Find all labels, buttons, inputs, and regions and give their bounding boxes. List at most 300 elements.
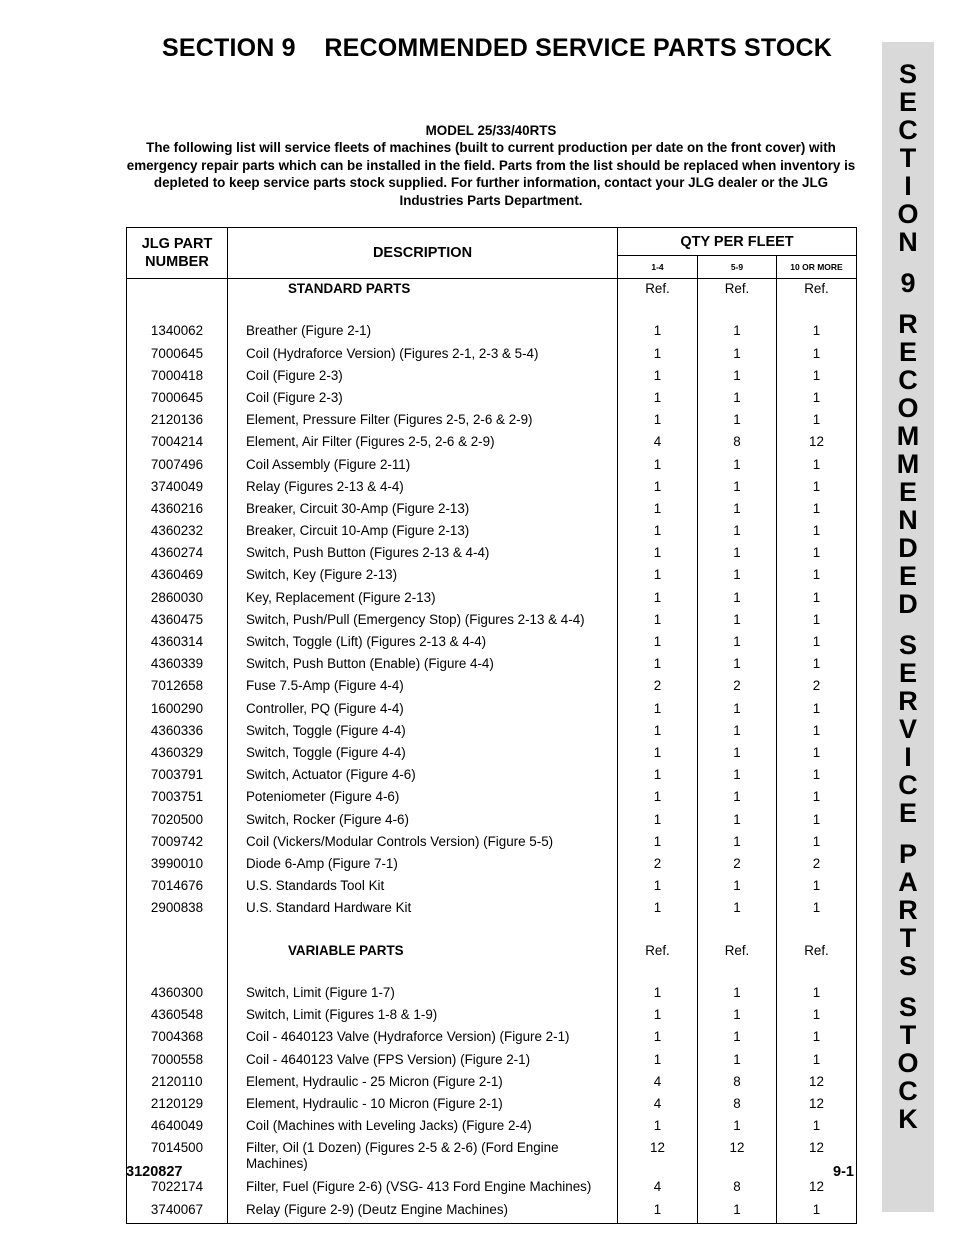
table-row bbox=[127, 588, 857, 610]
spacer-cell bbox=[777, 920, 857, 940]
side-tab-letter: D bbox=[898, 589, 918, 619]
table-row bbox=[127, 410, 857, 432]
part-number-cell: 7004368 bbox=[127, 1027, 228, 1049]
description-cell: Coil (Vickers/Modular Controls Version) (Figure 5-5) bbox=[228, 832, 618, 854]
qty-5-9-cell: 1 bbox=[698, 1116, 777, 1138]
qty-5-9-cell: 1 bbox=[698, 699, 777, 721]
table-row bbox=[127, 743, 857, 765]
part-number-cell: 7000645 bbox=[127, 388, 228, 410]
qty-1-4-cell: 1 bbox=[618, 654, 698, 676]
side-tab-letter: T bbox=[899, 143, 917, 173]
table-row bbox=[127, 676, 857, 698]
spacer-cell bbox=[777, 301, 857, 321]
ref-cell: Ref. bbox=[618, 941, 698, 963]
qty-10-more-cell: 1 bbox=[777, 588, 857, 610]
section-heading-row bbox=[127, 279, 857, 302]
qty-5-9-cell: 1 bbox=[698, 543, 777, 565]
qty-10-more-cell: 2 bbox=[777, 854, 857, 876]
spacer-cell bbox=[777, 963, 857, 983]
side-tab-letter: I bbox=[904, 742, 912, 772]
ref-cell: Ref. bbox=[777, 941, 857, 963]
description-cell: Coil - 4640123 Valve (Hydraforce Version) (Figure 2-1) bbox=[228, 1027, 618, 1049]
ref-cell: Ref. bbox=[698, 941, 777, 963]
intro-block bbox=[126, 122, 856, 209]
header-part-number: JLG PART NUMBER bbox=[127, 228, 228, 279]
qty-1-4-cell: 4 bbox=[618, 1072, 698, 1094]
description-cell: U.S. Standard Hardware Kit bbox=[228, 898, 618, 920]
table-row bbox=[127, 654, 857, 676]
description-cell: Filter, Oil (1 Dozen) (Figures 2-5 & 2-6) (Ford Engine Machines) bbox=[228, 1138, 618, 1177]
qty-1-4-cell: 1 bbox=[618, 344, 698, 366]
spacer-row bbox=[127, 301, 857, 321]
qty-10-more-cell: 1 bbox=[777, 543, 857, 565]
description-cell: Element, Hydraulic - 25 Micron (Figure 2-1) bbox=[228, 1072, 618, 1094]
side-tab-letter: S bbox=[898, 630, 917, 660]
table-row bbox=[127, 388, 857, 410]
side-tab-letter: C bbox=[898, 1076, 918, 1106]
description-cell: Coil (Figure 2-3) bbox=[228, 388, 618, 410]
qty-1-4-cell: 1 bbox=[618, 832, 698, 854]
description-cell: Relay (Figure 2-9) (Deutz Engine Machines) bbox=[228, 1200, 618, 1224]
side-tab-letter: N bbox=[898, 505, 918, 535]
qty-10-more-cell: 1 bbox=[777, 1050, 857, 1072]
qty-10-more-cell: 1 bbox=[777, 787, 857, 809]
qty-10-more-cell: 1 bbox=[777, 1027, 857, 1049]
description-cell: Key, Replacement (Figure 2-13) bbox=[228, 588, 618, 610]
qty-1-4-cell: 1 bbox=[618, 632, 698, 654]
qty-1-4-cell: 4 bbox=[618, 1177, 698, 1199]
side-tab-letter: T bbox=[899, 1020, 917, 1050]
part-number-cell: 2860030 bbox=[127, 588, 228, 610]
description-cell: Breather (Figure 2-1) bbox=[228, 321, 618, 343]
qty-5-9-cell: 8 bbox=[698, 1177, 777, 1199]
qty-5-9-cell: 1 bbox=[698, 810, 777, 832]
part-number-cell: 4360314 bbox=[127, 632, 228, 654]
table-row bbox=[127, 1116, 857, 1138]
side-tab-letter: K bbox=[898, 1104, 918, 1134]
qty-5-9-cell: 1 bbox=[698, 344, 777, 366]
side-tab-letter: C bbox=[898, 770, 918, 800]
description-cell: Element, Air Filter (Figures 2-5, 2-6 & 2-9) bbox=[228, 432, 618, 454]
section-heading: VARIABLE PARTS bbox=[228, 941, 618, 963]
part-number-cell: 7000558 bbox=[127, 1050, 228, 1072]
part-number-cell: 7020500 bbox=[127, 810, 228, 832]
part-number-cell: 4360339 bbox=[127, 654, 228, 676]
table-row bbox=[127, 699, 857, 721]
qty-10-more-cell: 1 bbox=[777, 743, 857, 765]
table-row bbox=[127, 1005, 857, 1027]
qty-5-9-cell: 1 bbox=[698, 588, 777, 610]
part-number-cell: 4640049 bbox=[127, 1116, 228, 1138]
qty-5-9-cell: 1 bbox=[698, 898, 777, 920]
description-cell: Coil - 4640123 Valve (FPS Version) (Figure 2-1) bbox=[228, 1050, 618, 1072]
part-number-cell: 7004214 bbox=[127, 432, 228, 454]
qty-10-more-cell: 1 bbox=[777, 388, 857, 410]
table-row bbox=[127, 455, 857, 477]
side-tab-letter: O bbox=[897, 393, 919, 423]
table-row bbox=[127, 983, 857, 1005]
qty-1-4-cell: 1 bbox=[618, 765, 698, 787]
side-tab-letter: R bbox=[898, 686, 918, 716]
qty-1-4-cell: 1 bbox=[618, 410, 698, 432]
qty-5-9-cell: 1 bbox=[698, 366, 777, 388]
qty-5-9-cell: 1 bbox=[698, 1050, 777, 1072]
header-qty-10-more: 10 OR MORE bbox=[777, 256, 857, 279]
qty-1-4-cell: 1 bbox=[618, 610, 698, 632]
qty-5-9-cell: 1 bbox=[698, 743, 777, 765]
qty-5-9-cell: 8 bbox=[698, 432, 777, 454]
part-number-cell: 4360216 bbox=[127, 499, 228, 521]
side-tab-letter: A bbox=[898, 867, 918, 897]
qty-5-9-cell: 1 bbox=[698, 1005, 777, 1027]
description-cell: Poteniometer (Figure 4-6) bbox=[228, 787, 618, 809]
qty-5-9-cell: 2 bbox=[698, 676, 777, 698]
side-tab-letter: R bbox=[898, 895, 918, 925]
description-cell: Relay (Figures 2-13 & 4-4) bbox=[228, 477, 618, 499]
qty-1-4-cell: 1 bbox=[618, 388, 698, 410]
ref-cell: Ref. bbox=[618, 279, 698, 302]
part-number-cell: 4360469 bbox=[127, 565, 228, 587]
description-cell: U.S. Standards Tool Kit bbox=[228, 876, 618, 898]
table-row bbox=[127, 565, 857, 587]
side-tab-letter: E bbox=[898, 337, 917, 367]
qty-5-9-cell: 1 bbox=[698, 654, 777, 676]
qty-1-4-cell: 1 bbox=[618, 1050, 698, 1072]
side-tab-letter: E bbox=[898, 798, 917, 828]
qty-5-9-cell: 1 bbox=[698, 765, 777, 787]
spacer-cell bbox=[618, 963, 698, 983]
qty-10-more-cell: 1 bbox=[777, 810, 857, 832]
table-row bbox=[127, 876, 857, 898]
section-number: SECTION 9 bbox=[162, 34, 296, 62]
qty-10-more-cell: 12 bbox=[777, 1177, 857, 1199]
qty-1-4-cell: 4 bbox=[618, 1094, 698, 1116]
qty-5-9-cell: 1 bbox=[698, 321, 777, 343]
table-row bbox=[127, 1094, 857, 1116]
table-row bbox=[127, 1177, 857, 1199]
qty-5-9-cell: 1 bbox=[698, 787, 777, 809]
qty-5-9-cell: 1 bbox=[698, 388, 777, 410]
description-cell: Switch, Toggle (Lift) (Figures 2-13 & 4-4) bbox=[228, 632, 618, 654]
section-heading-row bbox=[127, 941, 857, 963]
qty-10-more-cell: 1 bbox=[777, 477, 857, 499]
header-qty-5-9: 5-9 bbox=[698, 256, 777, 279]
qty-10-more-cell: 1 bbox=[777, 366, 857, 388]
description-cell: Switch, Push Button (Figures 2-13 & 4-4) bbox=[228, 543, 618, 565]
side-tab-letter: D bbox=[898, 533, 918, 563]
spacer-cell bbox=[127, 301, 228, 321]
table-row bbox=[127, 610, 857, 632]
parts-table-body bbox=[127, 279, 857, 1224]
side-tab-letter: C bbox=[898, 365, 918, 395]
page-number: 9-1 bbox=[833, 1164, 854, 1180]
qty-10-more-cell: 1 bbox=[777, 898, 857, 920]
qty-10-more-cell: 1 bbox=[777, 410, 857, 432]
table-row bbox=[127, 721, 857, 743]
ref-cell: Ref. bbox=[777, 279, 857, 302]
qty-1-4-cell: 1 bbox=[618, 898, 698, 920]
table-row bbox=[127, 321, 857, 343]
part-number-cell: 7000645 bbox=[127, 344, 228, 366]
part-number-cell: 7003751 bbox=[127, 787, 228, 809]
qty-10-more-cell: 1 bbox=[777, 876, 857, 898]
qty-1-4-cell: 1 bbox=[618, 543, 698, 565]
ref-cell: Ref. bbox=[698, 279, 777, 302]
qty-10-more-cell: 12 bbox=[777, 1094, 857, 1116]
table-row bbox=[127, 832, 857, 854]
table-row bbox=[127, 499, 857, 521]
qty-5-9-cell: 8 bbox=[698, 1094, 777, 1116]
qty-1-4-cell: 1 bbox=[618, 366, 698, 388]
part-number-cell: 2900838 bbox=[127, 898, 228, 920]
qty-5-9-cell: 2 bbox=[698, 854, 777, 876]
page-title bbox=[162, 34, 832, 63]
qty-1-4-cell: 1 bbox=[618, 565, 698, 587]
qty-10-more-cell: 1 bbox=[777, 344, 857, 366]
qty-1-4-cell: 1 bbox=[618, 521, 698, 543]
qty-1-4-cell: 1 bbox=[618, 1005, 698, 1027]
description-cell: Coil (Machines with Leveling Jacks) (Figure 2-4) bbox=[228, 1116, 618, 1138]
spacer-cell bbox=[698, 301, 777, 321]
description-cell: Switch, Rocker (Figure 4-6) bbox=[228, 810, 618, 832]
qty-1-4-cell: 1 bbox=[618, 321, 698, 343]
qty-1-4-cell: 2 bbox=[618, 676, 698, 698]
spacer-row bbox=[127, 920, 857, 940]
section-side-tab bbox=[882, 42, 934, 1212]
table-row bbox=[127, 1050, 857, 1072]
qty-5-9-cell: 1 bbox=[698, 410, 777, 432]
side-tab-letter: M bbox=[896, 421, 920, 451]
section-heading: STANDARD PARTS bbox=[228, 279, 618, 302]
table-row bbox=[127, 898, 857, 920]
description-cell: Fuse 7.5-Amp (Figure 4-4) bbox=[228, 676, 618, 698]
qty-10-more-cell: 1 bbox=[777, 832, 857, 854]
description-cell: Switch, Push Button (Enable) (Figure 4-4) bbox=[228, 654, 618, 676]
description-cell: Breaker, Circuit 10-Amp (Figure 2-13) bbox=[228, 521, 618, 543]
qty-5-9-cell: 1 bbox=[698, 721, 777, 743]
part-number-cell: 7000418 bbox=[127, 366, 228, 388]
description-cell: Controller, PQ (Figure 4-4) bbox=[228, 699, 618, 721]
side-tab-letter: O bbox=[897, 199, 919, 229]
description-cell: Coil Assembly (Figure 2-11) bbox=[228, 455, 618, 477]
description-cell: Coil (Figure 2-3) bbox=[228, 366, 618, 388]
qty-5-9-cell: 12 bbox=[698, 1138, 777, 1177]
qty-5-9-cell: 8 bbox=[698, 1072, 777, 1094]
table-row bbox=[127, 1200, 857, 1224]
qty-5-9-cell: 1 bbox=[698, 632, 777, 654]
side-tab-letter: P bbox=[898, 839, 917, 869]
table-row bbox=[127, 344, 857, 366]
part-number-cell: 7003791 bbox=[127, 765, 228, 787]
side-tab-letter: O bbox=[897, 1048, 919, 1078]
part-number-cell: 3740067 bbox=[127, 1200, 228, 1224]
qty-5-9-cell: 1 bbox=[698, 521, 777, 543]
description-cell: Switch, Actuator (Figure 4-6) bbox=[228, 765, 618, 787]
qty-1-4-cell: 1 bbox=[618, 588, 698, 610]
qty-10-more-cell: 1 bbox=[777, 765, 857, 787]
qty-5-9-cell: 1 bbox=[698, 455, 777, 477]
side-tab-letter: N bbox=[898, 227, 918, 257]
empty-cell bbox=[127, 941, 228, 963]
qty-10-more-cell: 1 bbox=[777, 721, 857, 743]
spacer-cell bbox=[618, 920, 698, 940]
qty-10-more-cell: 1 bbox=[777, 1116, 857, 1138]
qty-1-4-cell: 4 bbox=[618, 432, 698, 454]
side-tab-letter: 9 bbox=[900, 268, 916, 298]
qty-10-more-cell: 1 bbox=[777, 1200, 857, 1224]
description-cell: Element, Pressure Filter (Figures 2-5, 2-6 & 2-9) bbox=[228, 410, 618, 432]
qty-5-9-cell: 1 bbox=[698, 1027, 777, 1049]
part-number-cell: 7014676 bbox=[127, 876, 228, 898]
qty-10-more-cell: 1 bbox=[777, 983, 857, 1005]
side-tab-letters bbox=[882, 60, 934, 1133]
table-row bbox=[127, 632, 857, 654]
part-number-cell: 2120136 bbox=[127, 410, 228, 432]
part-number-cell: 4360300 bbox=[127, 983, 228, 1005]
part-number-cell: 4360274 bbox=[127, 543, 228, 565]
part-number-cell: 7022174 bbox=[127, 1177, 228, 1199]
side-tab-letter: M bbox=[896, 449, 920, 479]
spacer-cell bbox=[127, 920, 228, 940]
table-row bbox=[127, 810, 857, 832]
spacer-cell bbox=[698, 920, 777, 940]
side-tab-letter: E bbox=[898, 561, 917, 591]
qty-1-4-cell: 1 bbox=[618, 499, 698, 521]
qty-1-4-cell: 1 bbox=[618, 1200, 698, 1224]
qty-5-9-cell: 1 bbox=[698, 832, 777, 854]
side-tab-letter: E bbox=[898, 658, 917, 688]
part-number-cell: 1600290 bbox=[127, 699, 228, 721]
intro-paragraph: The following list will service fleets of machines (built to current production per date on the front cover) with emergency repair parts which can be installed in the field. Parts from the list should be replaced when inventory is depleted to keep service parts stock supplied. For further information, contact your JLG dealer or the JLG Industries Parts Department. bbox=[126, 140, 856, 208]
side-tab-letter: V bbox=[898, 714, 917, 744]
part-number-cell: 3990010 bbox=[127, 854, 228, 876]
qty-1-4-cell: 1 bbox=[618, 1116, 698, 1138]
model-heading: MODEL 25/33/40RTS bbox=[425, 123, 557, 138]
qty-1-4-cell: 2 bbox=[618, 854, 698, 876]
qty-10-more-cell: 1 bbox=[777, 632, 857, 654]
qty-5-9-cell: 1 bbox=[698, 499, 777, 521]
table-row bbox=[127, 366, 857, 388]
parts-table bbox=[126, 227, 857, 1224]
description-cell: Switch, Toggle (Figure 4-4) bbox=[228, 721, 618, 743]
part-number-cell: 7009742 bbox=[127, 832, 228, 854]
qty-5-9-cell: 1 bbox=[698, 565, 777, 587]
part-number-cell: 7014500 bbox=[127, 1138, 228, 1177]
qty-1-4-cell: 1 bbox=[618, 455, 698, 477]
spacer-cell bbox=[127, 963, 228, 983]
qty-5-9-cell: 1 bbox=[698, 610, 777, 632]
description-cell: Filter, Fuel (Figure 2-6) (VSG- 413 Ford Engine Machines) bbox=[228, 1177, 618, 1199]
spacer-cell bbox=[228, 920, 618, 940]
spacer-cell bbox=[618, 301, 698, 321]
qty-1-4-cell: 1 bbox=[618, 810, 698, 832]
part-number-cell: 1340062 bbox=[127, 321, 228, 343]
table-row bbox=[127, 1138, 857, 1177]
part-number-cell: 4360548 bbox=[127, 1005, 228, 1027]
qty-5-9-cell: 1 bbox=[698, 876, 777, 898]
qty-10-more-cell: 2 bbox=[777, 676, 857, 698]
table-row bbox=[127, 521, 857, 543]
part-number-cell: 2120110 bbox=[127, 1072, 228, 1094]
part-number-cell: 4360336 bbox=[127, 721, 228, 743]
header-description: DESCRIPTION bbox=[228, 228, 618, 279]
qty-10-more-cell: 1 bbox=[777, 455, 857, 477]
side-tab-letter: S bbox=[898, 59, 917, 89]
qty-5-9-cell: 1 bbox=[698, 477, 777, 499]
qty-1-4-cell: 1 bbox=[618, 983, 698, 1005]
side-tab-letter: E bbox=[898, 477, 917, 507]
description-cell: Switch, Push/Pull (Emergency Stop) (Figures 2-13 & 4-4) bbox=[228, 610, 618, 632]
empty-cell bbox=[127, 279, 228, 302]
qty-5-9-cell: 1 bbox=[698, 1200, 777, 1224]
qty-10-more-cell: 1 bbox=[777, 565, 857, 587]
qty-5-9-cell: 1 bbox=[698, 983, 777, 1005]
qty-1-4-cell: 1 bbox=[618, 787, 698, 809]
table-row bbox=[127, 854, 857, 876]
qty-1-4-cell: 12 bbox=[618, 1138, 698, 1177]
description-cell: Switch, Limit (Figure 1-7) bbox=[228, 983, 618, 1005]
qty-10-more-cell: 12 bbox=[777, 432, 857, 454]
part-number-cell: 4360475 bbox=[127, 610, 228, 632]
qty-1-4-cell: 1 bbox=[618, 721, 698, 743]
side-tab-letter: I bbox=[904, 171, 912, 201]
description-cell: Element, Hydraulic - 10 Micron (Figure 2-1) bbox=[228, 1094, 618, 1116]
qty-10-more-cell: 1 bbox=[777, 321, 857, 343]
qty-10-more-cell: 1 bbox=[777, 521, 857, 543]
part-number-cell: 4360232 bbox=[127, 521, 228, 543]
spacer-row bbox=[127, 963, 857, 983]
description-cell: Diode 6-Amp (Figure 7-1) bbox=[228, 854, 618, 876]
qty-10-more-cell: 1 bbox=[777, 654, 857, 676]
header-qty-per-fleet: QTY PER FLEET bbox=[618, 228, 857, 256]
part-number-cell: 4360329 bbox=[127, 743, 228, 765]
header-qty-1-4: 1-4 bbox=[618, 256, 698, 279]
qty-1-4-cell: 1 bbox=[618, 876, 698, 898]
spacer-cell bbox=[228, 301, 618, 321]
part-number-cell: 7007496 bbox=[127, 455, 228, 477]
part-number-cell: 7012658 bbox=[127, 676, 228, 698]
side-tab-letter: C bbox=[898, 115, 918, 145]
qty-1-4-cell: 1 bbox=[618, 699, 698, 721]
table-row bbox=[127, 765, 857, 787]
description-cell: Switch, Key (Figure 2-13) bbox=[228, 565, 618, 587]
qty-10-more-cell: 1 bbox=[777, 1005, 857, 1027]
qty-10-more-cell: 12 bbox=[777, 1072, 857, 1094]
qty-10-more-cell: 1 bbox=[777, 610, 857, 632]
side-tab-letter: E bbox=[898, 87, 917, 117]
side-tab-letter: S bbox=[898, 951, 917, 981]
table-row bbox=[127, 787, 857, 809]
qty-1-4-cell: 1 bbox=[618, 477, 698, 499]
side-tab-letter: T bbox=[899, 923, 917, 953]
table-row bbox=[127, 477, 857, 499]
description-cell: Switch, Toggle (Figure 4-4) bbox=[228, 743, 618, 765]
description-cell: Coil (Hydraforce Version) (Figures 2-1, 2-3 & 5-4) bbox=[228, 344, 618, 366]
document-number: 3120827 bbox=[126, 1164, 183, 1180]
qty-10-more-cell: 12 bbox=[777, 1138, 857, 1177]
qty-1-4-cell: 1 bbox=[618, 1027, 698, 1049]
spacer-cell bbox=[698, 963, 777, 983]
part-number-cell: 2120129 bbox=[127, 1094, 228, 1116]
section-title: RECOMMENDED SERVICE PARTS STOCK bbox=[324, 34, 833, 62]
table-row bbox=[127, 432, 857, 454]
qty-10-more-cell: 1 bbox=[777, 499, 857, 521]
table-row bbox=[127, 1072, 857, 1094]
part-number-cell: 3740049 bbox=[127, 477, 228, 499]
table-row bbox=[127, 1027, 857, 1049]
qty-1-4-cell: 1 bbox=[618, 743, 698, 765]
description-cell: Switch, Limit (Figures 1-8 & 1-9) bbox=[228, 1005, 618, 1027]
